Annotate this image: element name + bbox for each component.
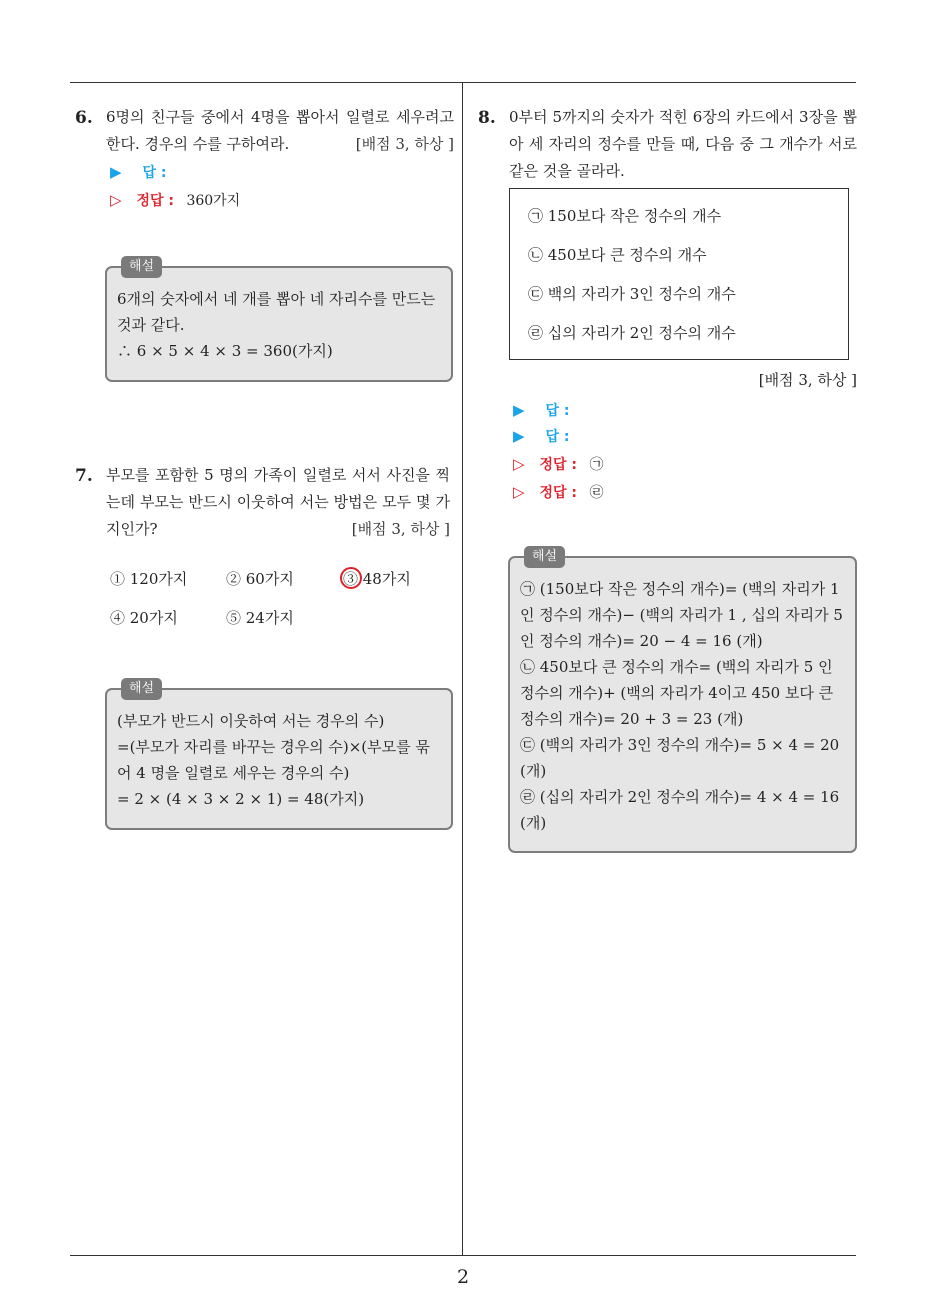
- q6-correct-line: [110, 188, 240, 212]
- q8-explain-line: ㉢ (백의 자리가 3인 정수의 개수)= 5 × 4 = 20 (개): [520, 736, 840, 780]
- outline-arrow-icon: ▷: [513, 455, 525, 473]
- q8-correct-label: 정답 :: [539, 485, 577, 501]
- q8-condition: ㉡ 450보다 큰 정수의 개수: [528, 246, 707, 264]
- top-rule: [70, 82, 856, 83]
- q6-correct-label: 정답 :: [136, 193, 174, 209]
- q7-question: 부모를 포함한 5 명의 가족이 일렬로 서서 사진을 찍는데 부모는 반드시 이웃하여 서는 방법은 모두 몇 가지인가?: [106, 466, 450, 538]
- q8-condition: ㉢ 백의 자리가 3인 정수의 개수: [528, 285, 736, 303]
- q7-explanation: [105, 681, 453, 830]
- bottom-rule: [70, 1255, 856, 1256]
- q6-explanation: [105, 259, 453, 382]
- q6-answer-label: 답 :: [142, 165, 167, 181]
- q7-option-2[interactable]: ② 60가지: [226, 570, 294, 588]
- q8-condition-box: [509, 188, 849, 360]
- q8-correct-value: ㉠: [589, 457, 604, 473]
- q6-correct-value: 360가지: [186, 193, 241, 209]
- q6-explain-line: 6개의 숫자에서 네 개를 뽑아 네 자리수를 만드는 것과 같다.: [117, 290, 436, 334]
- q6-explain-line: ∴ 6 × 5 × 4 × 3 = 360(가지): [117, 342, 333, 360]
- filled-arrow-icon: ▶: [513, 401, 525, 419]
- column-divider: [462, 82, 463, 1255]
- q8-correct-line-1: [513, 452, 603, 476]
- q8-explain-line: ㉠ (150보다 작은 정수의 개수)= (백의 자리가 1 인 정수의 개수)− (백의 자리가 1 , 십의 자리가 5 인 정수의 개수)= 20 − 4 = 16 (개): [520, 580, 843, 650]
- q8-correct-label: 정답 :: [539, 457, 577, 473]
- q6-number: 6.: [75, 108, 93, 128]
- q8-explanation: [508, 549, 857, 853]
- q8-number: 8.: [478, 108, 496, 128]
- q8-answer-line-1[interactable]: [513, 398, 569, 422]
- q8-explain-line: ㉡ 450보다 큰 정수의 개수= (백의 자리가 5 인 정수의 개수)+ (백의 자리가 4이고 450 보다 큰 정수의 개수)= 20 + 3 = 23 (개): [520, 658, 834, 728]
- q8-condition: ㉠ 150보다 작은 정수의 개수: [528, 207, 722, 225]
- q7-option-3[interactable]: ③ 48가지: [343, 570, 411, 588]
- q6-question: 6명의 친구들 중에서 4명을 뽑아서 일렬로 세우려고 한다. 경우의 수를 구하여라.: [106, 108, 454, 153]
- q7-explain-line: (부모가 반드시 이웃하여 서는 경우의 수): [117, 712, 385, 730]
- q6-text: [106, 104, 454, 158]
- q7-text: [106, 462, 450, 543]
- q7-explain-line: =(부모가 자리를 바꾸는 경우의 수)×(부모를 묶어 4 명을 일렬로 세우는 경우의 수): [117, 738, 430, 782]
- q8-explain-tag: 해설: [524, 546, 565, 568]
- outline-arrow-icon: ▷: [110, 191, 122, 209]
- filled-arrow-icon: ▶: [513, 427, 525, 445]
- q8-meta: [배점 3, 하상 ]: [758, 371, 857, 389]
- outline-arrow-icon: ▷: [513, 483, 525, 501]
- q6-explain-tag: 해설: [121, 256, 162, 278]
- q7-meta: [배점 3, 하상 ]: [351, 520, 450, 538]
- q7-explain-tag: 해설: [121, 678, 162, 700]
- q7-option-4[interactable]: ④ 20가지: [110, 609, 178, 627]
- q6-answer-line[interactable]: [110, 160, 166, 184]
- q8-answer-line-2[interactable]: [513, 424, 569, 448]
- q7-explain-line: = 2 × (4 × 3 × 2 × 1) = 48(가지): [117, 790, 365, 808]
- q7-option-1[interactable]: ① 120가지: [110, 570, 188, 588]
- q8-answer-label: 답 :: [545, 429, 570, 445]
- q8-correct-value: ㉣: [589, 485, 604, 501]
- q8-answer-label: 답 :: [545, 403, 570, 419]
- q7-option-5[interactable]: ⑤ 24가지: [226, 609, 294, 627]
- filled-arrow-icon: ▶: [110, 163, 122, 181]
- q6-meta: [배점 3, 하상 ]: [355, 135, 454, 153]
- q7-number: 7.: [75, 466, 93, 486]
- q8-condition: ㉣ 십의 자리가 2인 정수의 개수: [528, 324, 736, 342]
- page-number: 2: [456, 1266, 470, 1288]
- q8-question: 0부터 5까지의 숫자가 적힌 6장의 카드에서 3장을 뽑아 세 자리의 정수를 만들 때, 다음 중 그 개수가 서로 같은 것을 골라라.: [509, 108, 857, 180]
- q8-correct-line-2: [513, 480, 603, 504]
- q8-explain-line: ㉣ (십의 자리가 2인 정수의 개수)= 4 × 4 = 16 (개): [520, 788, 840, 832]
